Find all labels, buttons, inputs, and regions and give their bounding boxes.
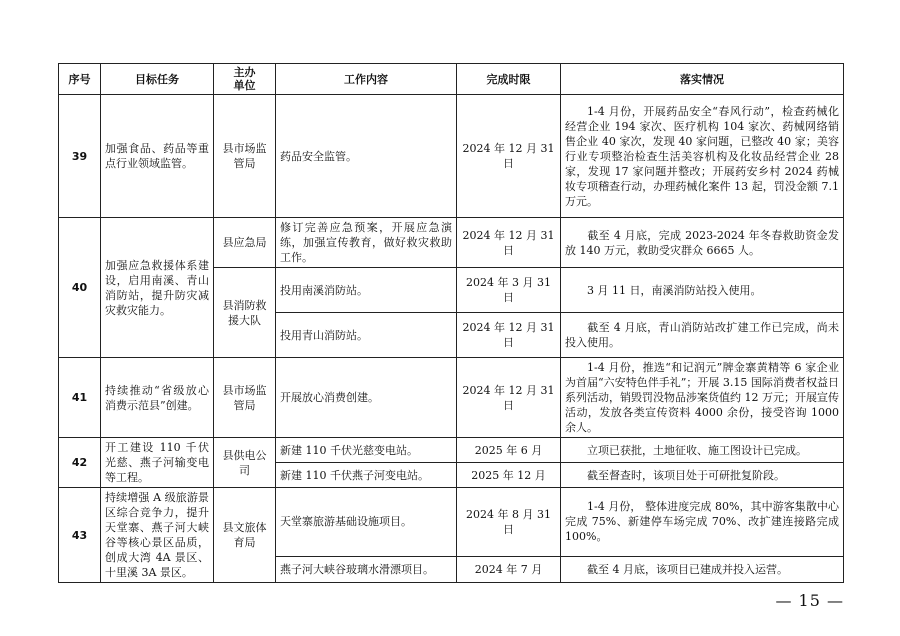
row-unit: 县文旅体育局 bbox=[214, 488, 276, 583]
row-result-text: 3 月 11 日，南溪消防站投入使用。 bbox=[587, 283, 762, 297]
row-deadline: 2024 年 8 月 31 日 bbox=[457, 488, 561, 557]
row-result bbox=[561, 438, 844, 463]
row-task: 持续推动“省级放心消费示范县”创建。 bbox=[101, 358, 214, 438]
row-result-text: 立项已获批，土地征收、施工图设计已完成。 bbox=[587, 443, 807, 457]
row-unit: 县消防救援大队 bbox=[214, 268, 276, 358]
row-seq: 43 bbox=[59, 488, 101, 583]
row-result-text: 1-4 月份，推选“和记润元”牌金寨黄精等 6 家企业为首届“六安特色伴手礼”；开展 3.15 国际消费者权益日系列活动，销毁罚没物品涉案货值约 12 万元；开展宣传活动，发放各类宣传资料 4000 余份，接受咨询 1000 余人。 bbox=[565, 361, 839, 434]
row-result-text: 截至 4 月底，完成 2023-2024 年冬春救助资金发放 140 万元，救助受灾群众 6665 人。 bbox=[565, 228, 839, 257]
row-seq: 41 bbox=[59, 358, 101, 438]
row-result bbox=[561, 463, 844, 488]
header-deadline: 完成时限 bbox=[457, 64, 561, 95]
row-unit: 县应急局 bbox=[214, 218, 276, 268]
row-task: 持续增强 A 级旅游景区综合竞争力，提升天堂寨、燕子河大峡谷等核心景区品质，创成大湾 4A 景区、十里溪 3A 景区。 bbox=[101, 488, 214, 583]
row-result-text: 1-4 月份， 整体进度完成 80%，其中游客集散中心完成 75%、新建停车场完成 70%、改扩建连接路完成 100%。 bbox=[565, 500, 839, 544]
row-unit: 县供电公司 bbox=[214, 438, 276, 488]
row-seq: 40 bbox=[59, 218, 101, 358]
row-result bbox=[561, 556, 844, 582]
row-result-text: 截至督查时，该项目处于可研批复阶段。 bbox=[587, 468, 785, 482]
row-deadline: 2024 年 12 月 31 日 bbox=[457, 358, 561, 438]
row-work: 天堂寨旅游基础设施项目。 bbox=[276, 488, 457, 557]
row-work: 新建 110 千伏光慈变电站。 bbox=[276, 438, 457, 463]
row-deadline: 2024 年 12 月 31 日 bbox=[457, 95, 561, 218]
row-result-text: 截至 4 月底，该项目已建成并投入运营。 bbox=[587, 562, 788, 576]
row-deadline: 2025 年 12 月 bbox=[457, 463, 561, 488]
row-work: 燕子河大峡谷玻璃水滑漂项目。 bbox=[276, 556, 457, 582]
table-row bbox=[59, 95, 844, 218]
row-work: 修订完善应急预案，开展应急演练，加强宣传教育，做好救灾救助工作。 bbox=[276, 218, 457, 268]
row-result bbox=[561, 268, 844, 313]
row-result bbox=[561, 313, 844, 358]
row-work: 投用青山消防站。 bbox=[276, 313, 457, 358]
row-task: 加强应急救援体系建设，启用南溪、青山消防站，提升防灾减灾救灾能力。 bbox=[101, 218, 214, 358]
row-deadline: 2024 年 7 月 bbox=[457, 556, 561, 582]
header-unit-line1: 主办 bbox=[233, 66, 256, 79]
header-work: 工作内容 bbox=[276, 64, 457, 95]
row-result-text: 1-4 月份，开展药品安全“春风行动”，检查药械化经营企业 194 家次、医疗机构 104 家次、药械网络销售企业 40 家次，发现 40 家问题，已整改 40 家；美容行业专项整治检查生活美容机构及化妆品经营企业 28 家，发现 17 家问题并整改；开展药安乡村 2024 药械妆专项稽查行动，办理药械化案件 13 起，罚没金额 7.1 万元。 bbox=[565, 104, 839, 208]
progress-table bbox=[58, 63, 844, 583]
row-deadline: 2024 年 3 月 31 日 bbox=[457, 268, 561, 313]
table-row bbox=[59, 438, 844, 463]
row-seq: 42 bbox=[59, 438, 101, 488]
row-seq: 39 bbox=[59, 95, 101, 218]
row-work: 新建 110 千伏燕子河变电站。 bbox=[276, 463, 457, 488]
table-row bbox=[59, 218, 844, 268]
row-result bbox=[561, 488, 844, 557]
row-deadline: 2025 年 6 月 bbox=[457, 438, 561, 463]
row-deadline: 2024 年 12 月 31 日 bbox=[457, 313, 561, 358]
row-work: 开展放心消费创建。 bbox=[276, 358, 457, 438]
row-task: 加强食品、药品等重点行业领域监管。 bbox=[101, 95, 214, 218]
row-result bbox=[561, 358, 844, 438]
header-unit-line2: 单位 bbox=[233, 79, 256, 92]
row-deadline: 2024 年 12 月 31 日 bbox=[457, 218, 561, 268]
header-unit bbox=[214, 64, 276, 95]
row-work: 药品安全监管。 bbox=[276, 95, 457, 218]
header-result: 落实情况 bbox=[561, 64, 844, 95]
table-row bbox=[59, 358, 844, 438]
page-number: — 15 — bbox=[775, 591, 844, 610]
row-work: 投用南溪消防站。 bbox=[276, 268, 457, 313]
row-result-text: 截至 4 月底，青山消防站改扩建工作已完成，尚未投入使用。 bbox=[565, 321, 839, 349]
table-row bbox=[59, 488, 844, 557]
header-seq: 序号 bbox=[59, 64, 101, 95]
row-unit: 县市场监管局 bbox=[214, 95, 276, 218]
row-result bbox=[561, 95, 844, 218]
row-unit: 县市场监管局 bbox=[214, 358, 276, 438]
row-result bbox=[561, 218, 844, 268]
table-header-row bbox=[59, 64, 844, 95]
row-task: 开工建设 110 千伏光慈、燕子河输变电等工程。 bbox=[101, 438, 214, 488]
header-task: 目标任务 bbox=[101, 64, 214, 95]
